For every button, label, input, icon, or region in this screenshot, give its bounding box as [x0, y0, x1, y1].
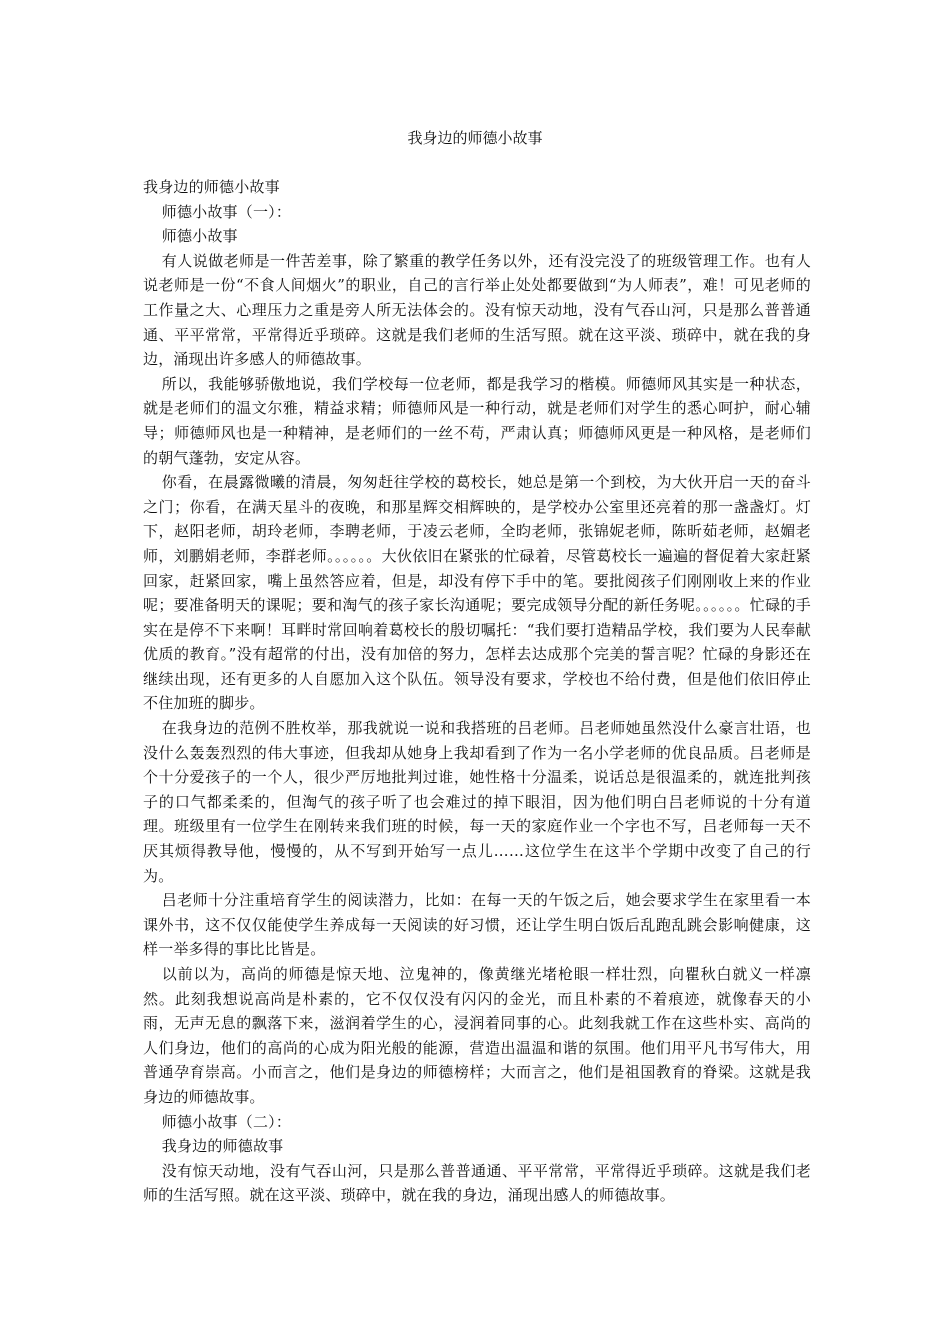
- paragraph: 在我身边的范例不胜枚举，那我就说一说和我搭班的吕老师。吕老师她虽然没什么豪言壮语，也没什么轰轰烈烈的伟大事迹，但我却从她身上我却看到了作为一名小学老师的优良品质。吕老师是个十分爱孩子的一个人，很少严厉地批判过谁，她性格十分温柔，说话总是很温柔的，就连批判孩子的口气都柔柔的，但淘气的孩子听了也会难过的掉下眼泪，因为他们明白吕老师说的十分有道理。班级里有一位学生在刚转来我们班的时候，每一天的家庭作业一个字也不写，吕老师每一天不厌其烦得教导他，慢慢的，从不写到开始写一点儿……这位学生在这半个学期中改变了自己的行为。: [143, 719, 811, 885]
- paragraph: 以前以为，高尚的师德是惊天地、泣鬼神的，像黄继光堵枪眼一样壮烈，向瞿秋白就义一样凛然。此刻我想说高尚是朴素的，它不仅仅没有闪闪的金光，而且朴素的不着痕迹，就像春天的小雨，无声无息的飘落下来，滋润着学生的心，浸润着同事的心。此刻我就工作在这些朴实、高尚的人们身边，他们的高尚的心成为阳光般的能源，营造出温温和谐的氛围。他们用平凡书写伟大，用普通孕育崇高。小而言之，他们是身边的师德榜样；大而言之，他们是祖国教育的脊梁。这就是我身边的师德故事。: [143, 965, 811, 1106]
- paragraph: 我身边的师德小故事: [143, 178, 280, 196]
- paragraph: 有人说做老师是一件苦差事，除了繁重的教学任务以外，还有没完没了的班级管理工作。也有人说老师是一份“不食人间烟火”的职业，自己的言行举止处处都要做到“为人师表”，难！可见老师的工作量之大、心理压力之重是旁人所无法体会的。没有惊天动地，没有气吞山河，只是那么普普通通、平平常常，平常得近乎琐碎。这就是我们老师的生活写照。就在这平淡、琐碎中，就在我的身边，涌现出许多感人的师德故事。: [143, 251, 811, 369]
- paragraph: 我身边的师德故事: [161, 1137, 284, 1156]
- paragraph: 吕老师十分注重培育学生的阅读潜力，比如：在每一天的午饭之后，她会要求学生在家里看一本课外书，这不仅仅能使学生养成每一天阅读的好习惯，还让学生明白饭后乱跑乱跳会影响健康，这样一举多得的事比比皆是。: [143, 891, 811, 959]
- paragraph: 没有惊天动地，没有气吞山河，只是那么普普通通、平平常常，平常得近乎琐碎。这就是我们老师的生活写照。就在这平淡、琐碎中，就在我的身边，涌现出感人的师德故事。: [143, 1161, 811, 1205]
- document-body: [143, 175, 811, 1208]
- paragraph: 师德小故事（二）：: [161, 1112, 292, 1131]
- document-title: 我身边的师德小故事: [407, 129, 543, 147]
- paragraph: 师德小故事: [161, 227, 238, 246]
- paragraph: 你看，在晨露微曦的清晨，匆匆赶往学校的葛校长，她总是第一个到校，为大伙开启一天的奋斗之门；你看，在满天星斗的夜晚，和那星辉交相辉映的，是学校办公室里还亮着的那一盏盏灯。灯下，赵阳老师，胡玲老师，李聘老师，于凌云老师，全昀老师，张锦妮老师，陈昕茹老师，赵媚老师，刘鹏娟老师，李群老师。。。。。。大伙依旧在紧张的忙碌着，尽管葛校长一遍遍的督促着大家赶紧回家，赶紧回家，嘴上虽然答应着，但是，却没有停下手中的笔。要批阅孩子们刚刚收上来的作业呢；要准备明天的课呢；要和淘气的孩子家长沟通呢；要完成领导分配的新任务呢。。。。。。忙碌的手实在是停不下来啊！耳畔时常回响着葛校长的殷切嘱托：“我们要打造精品学校，我们要为人民奉献优质的教育。”没有超常的付出，没有加倍的努力，怎样去达成那个完美的誓言呢？忙碌的身影还在继续出现，还有更多的人自愿加入这个队伍。领导没有要求，学校也不给付费，但是他们依旧停止不住加班的脚步。: [143, 473, 811, 713]
- paragraph: 所以，我能够骄傲地说，我们学校每一位老师，都是我学习的楷模。师德师风其实是一种状态，就是老师们的温文尔雅，精益求精；师德师风是一种行动，就是老师们对学生的悉心呵护，耐心辅导；师德师风也是一种精神，是老师们的一丝不苟，严肃认真；师德师风更是一种风格，是老师们的朝气蓬勃，安定从容。: [143, 374, 811, 467]
- paragraph: 师德小故事（一）：: [161, 202, 292, 221]
